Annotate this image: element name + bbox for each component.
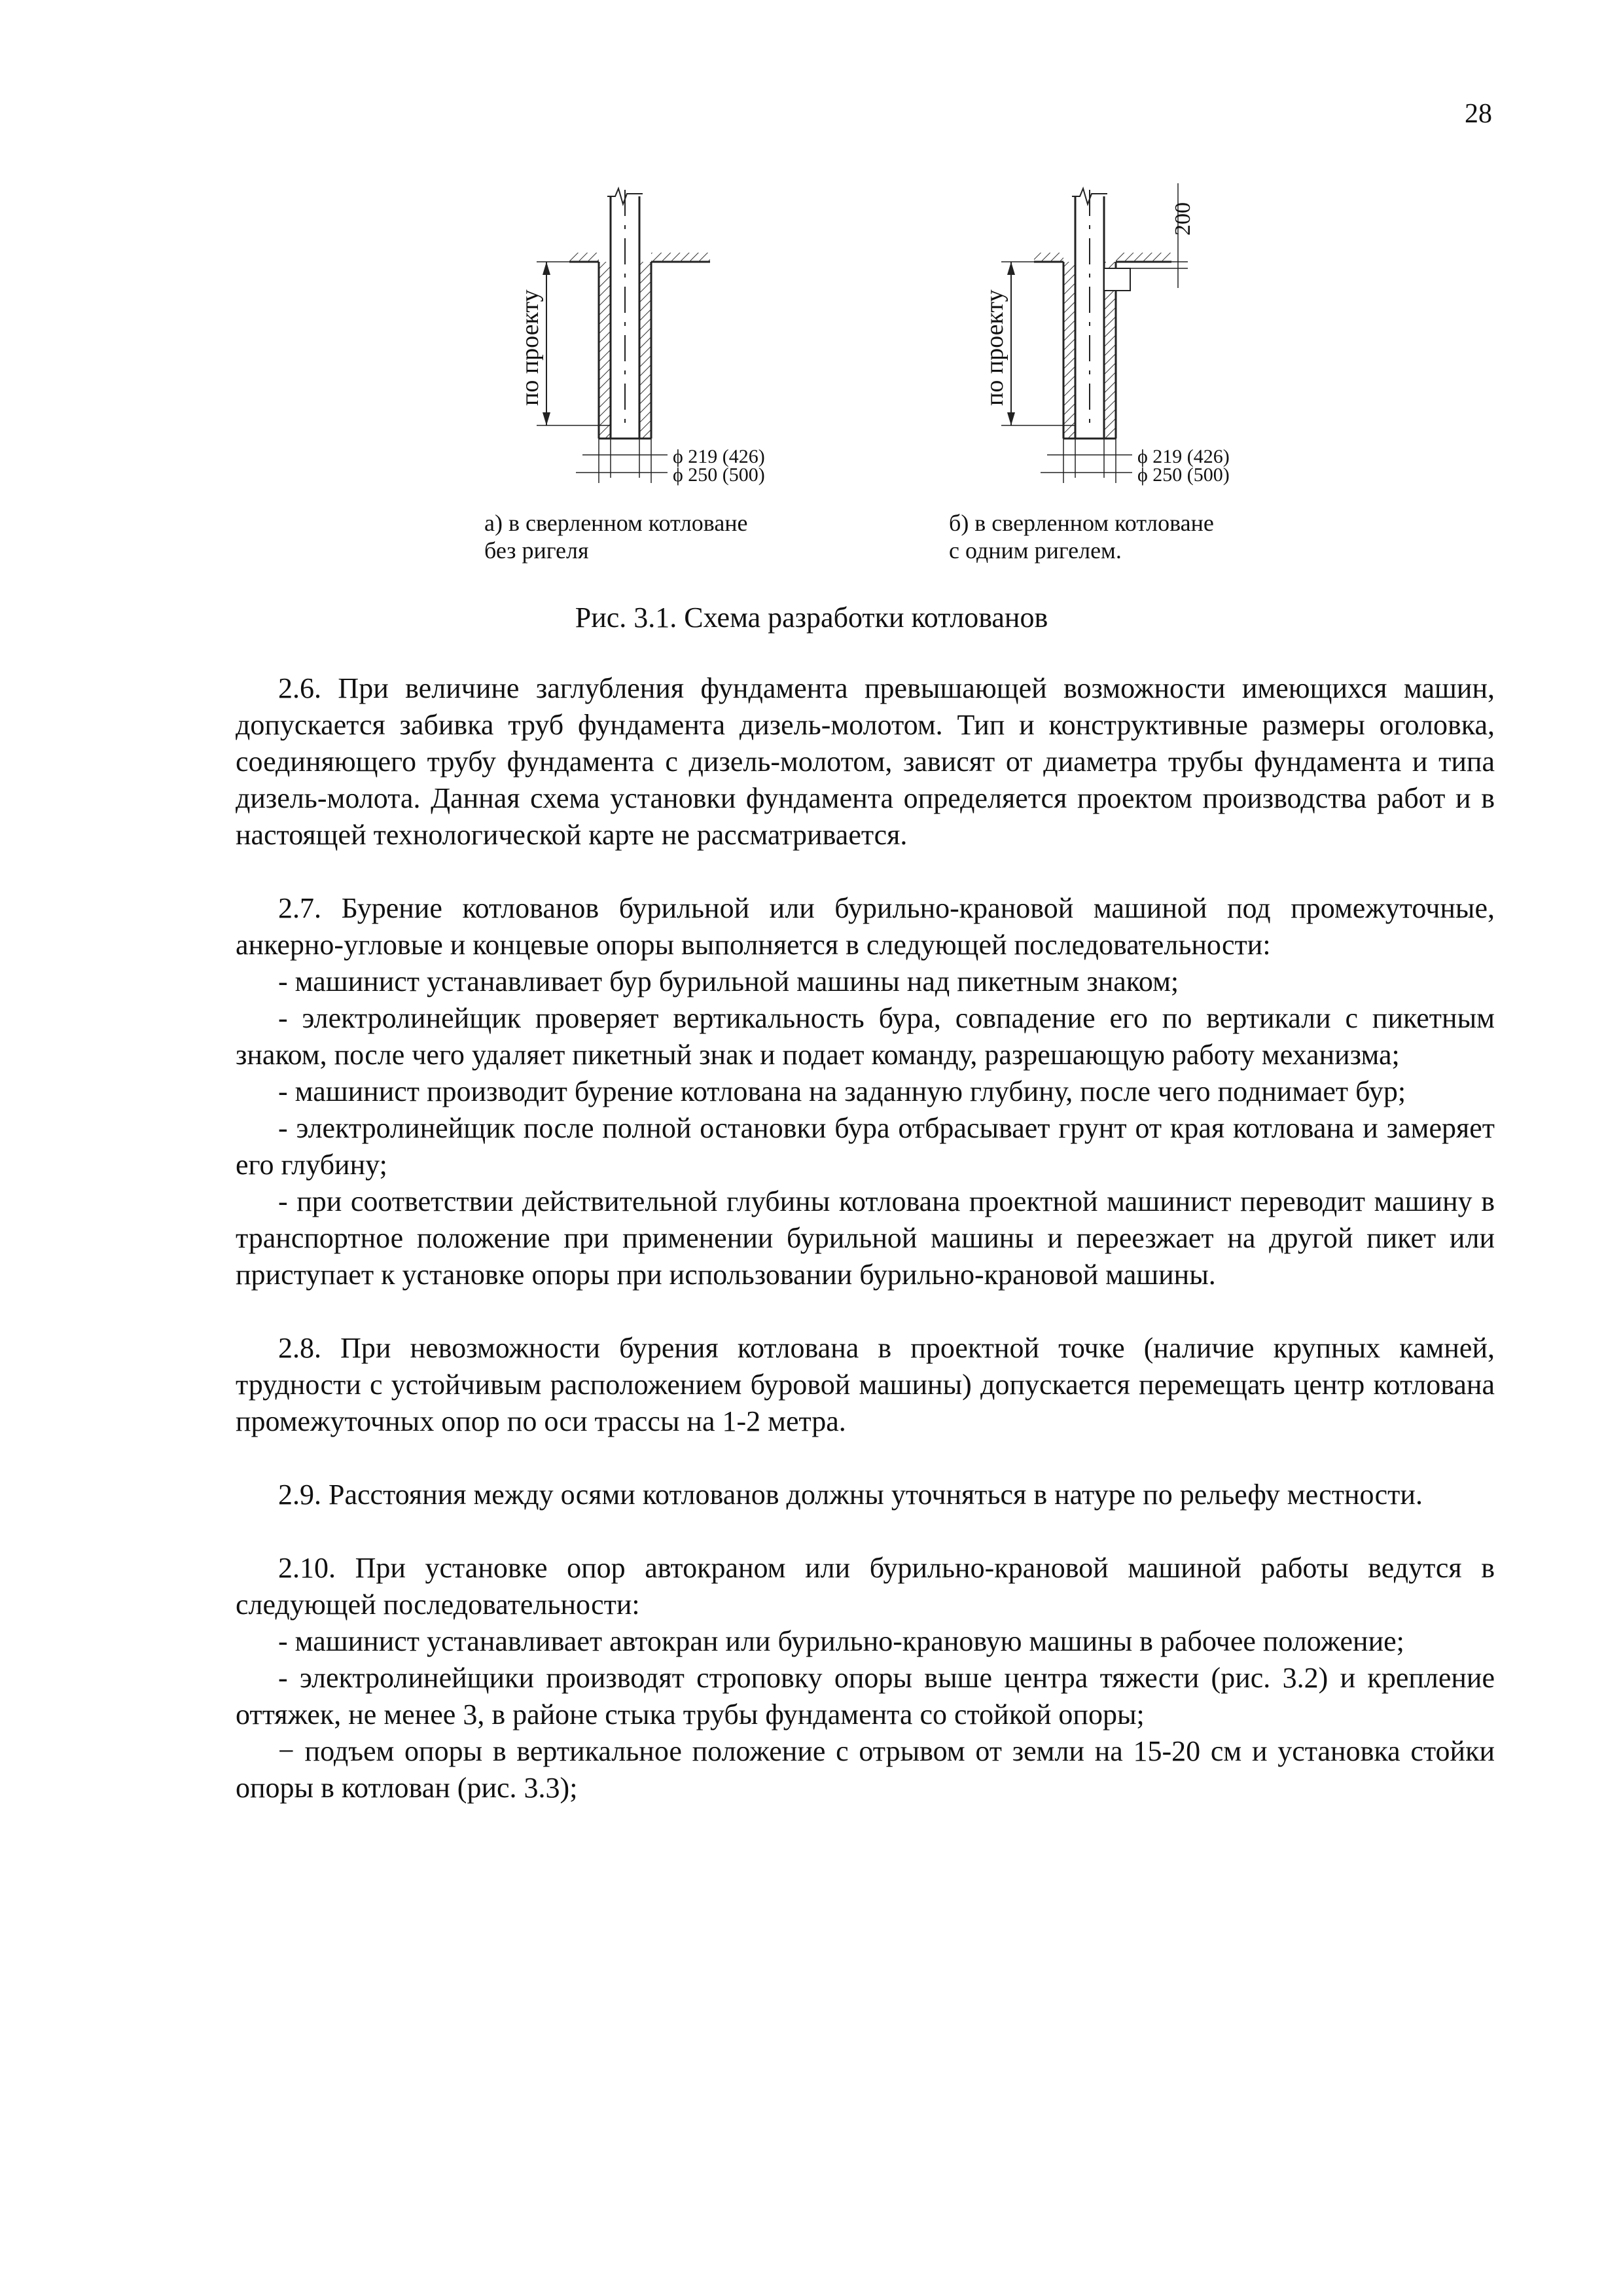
left-d2-label: ϕ 250 (500) bbox=[673, 464, 765, 486]
right-crossbar bbox=[1104, 268, 1130, 291]
list-item: - электролинейщик после полной остановки бура отбрасывает грунт от края котлована и замеряет его глубину; bbox=[236, 1112, 1495, 1181]
paragraph-2-10: 2.10. При установке опор автокраном или бурильно-крановой машиной работы ведутся в следующей последовательности: bbox=[236, 1552, 1495, 1621]
list-item: - при соответствии действительной глубины котлована проектной машинист переводит машину в транспортное положение при применении бурильной машины и переезжает на другой пикет или приступает к установке опоры при использовании бурильно-крановой машины. bbox=[236, 1185, 1495, 1291]
body-text bbox=[236, 670, 1495, 1806]
right-d1-label: ϕ 219 (426) bbox=[1137, 446, 1230, 467]
page-number: 28 bbox=[1465, 99, 1492, 129]
paragraph-2-9: 2.9. Расстояния между осями котлованов должны уточняться в натуре по рельефу местности. bbox=[278, 1479, 1423, 1511]
list-item: - электролинейщики производят строповку опоры выше центра тяжести (рис. 3.2) и крепление оттяжек, не менее 3, в районе стыка трубы фундамента со стойкой опоры; bbox=[236, 1662, 1495, 1731]
right-d2-label: ϕ 250 (500) bbox=[1137, 464, 1230, 486]
paragraph-2-6: 2.6. При величине заглубления фундамента превышающей возможности имеющихся машин, допускается забивка труб фундамента дизель-молотом. Тип и конструктивные размеры оголовка, соединяющего трубу фундамента с дизель-молотом, зависят от диаметра трубы фундамента и типа дизель-молота. Данная схема установки фундамента определяется проектом производства работ и в настоящей технологической карте не рассматривается. bbox=[236, 672, 1495, 851]
left-soil-hatch-left bbox=[599, 262, 611, 439]
paragraph-2-7: 2.7. Бурение котлованов бурильной или бурильно-крановой машиной под промежуточные, анкерно-угловые и концевые опоры выполняется в следующей последовательности: bbox=[236, 892, 1495, 961]
left-subcaption: а) в сверленном котловане без ригеля bbox=[484, 510, 748, 564]
list-item: - машинист устанавливает автокран или бурильно-крановую машины в рабочее положение; bbox=[278, 1625, 1404, 1657]
right-top-dim-label: 200 bbox=[1171, 202, 1195, 236]
list-item: - машинист устанавливает бур бурильной машины над пикетным знаком; bbox=[278, 965, 1179, 997]
list-item: − подъем опоры в вертикальное положение с отрывом от земли на 15-20 см и установка стойки опоры в котлован (рис. 3.3); bbox=[236, 1735, 1495, 1804]
left-d1-label: ϕ 219 (426) bbox=[673, 446, 765, 467]
list-item: - машинист производит бурение котлована на заданную глубину, после чего поднимает бур; bbox=[278, 1075, 1406, 1107]
figure-caption: Рис. 3.1. Схема разработки котлованов bbox=[575, 601, 1048, 634]
left-depth-label: по проекту bbox=[516, 289, 544, 406]
paragraph-2-8: 2.8. При невозможности бурения котлована в проектной точке (наличие крупных камней, трудности с устойчивым расположением буровой машины) допускается перемещать центр котлована промежуточных опор по оси трассы на 1-2 метра. bbox=[236, 1332, 1495, 1437]
right-scheme bbox=[981, 183, 1230, 486]
right-soil-hatch-left bbox=[1063, 262, 1075, 439]
left-scheme bbox=[516, 188, 765, 486]
list-item: - электролинейщик проверяет вертикальность бура, совпадение его по вертикали с пикетным знаком, после чего удаляет пикетный знак и подает команду, разрешающую работу механизма; bbox=[236, 1002, 1495, 1071]
left-soil-hatch-right bbox=[639, 262, 651, 439]
right-subcaption: б) в сверленном котловане с одним ригелем. bbox=[949, 510, 1214, 564]
figure-3-1 bbox=[484, 170, 1309, 589]
right-depth-label: по проекту bbox=[981, 289, 1008, 406]
